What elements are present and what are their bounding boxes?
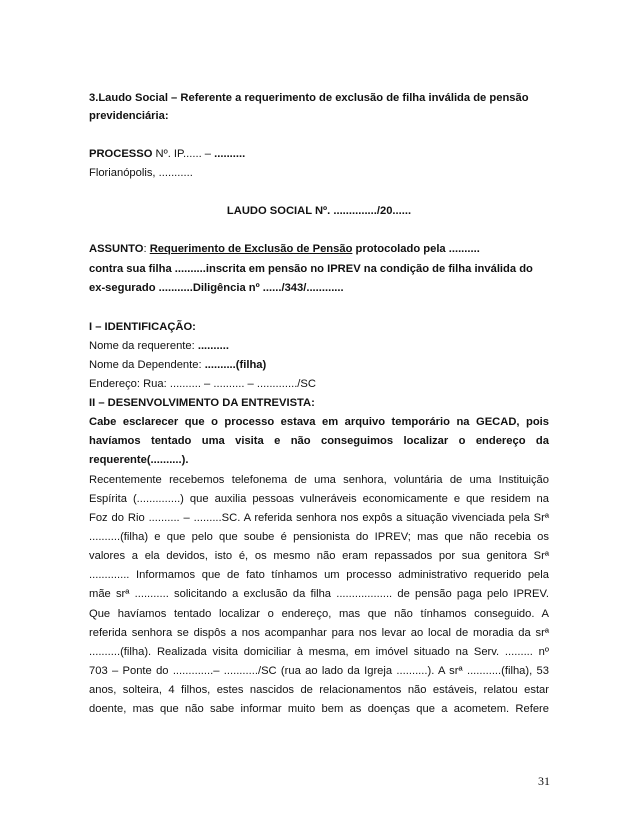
paragraph-bold-line: Cabe esclarecer que o processo estava em arquivo temporário na GECAD, pois — [89, 416, 549, 428]
section-title-continuation: previdenciária: — [89, 110, 169, 122]
assunto-line-2: contra sua filha ..........inscrita em pensão no IPREV na condição de filha inválida do — [89, 263, 533, 275]
paragraph-line: Que havíamos tentado localizar o endereço, mas que não tínhamos conseguido. A — [89, 608, 549, 620]
paragraph-line: ..........(filha) e que pelo que soube é pensionista do IPREV; mas que não recebia os — [89, 531, 549, 543]
city-date: Florianópolis, ........... — [89, 167, 193, 179]
desenvolvimento-heading: II – DESENVOLVIMENTO DA ENTREVISTA: — [89, 397, 315, 409]
requerente-line — [89, 339, 549, 353]
assunto-line-1 — [89, 242, 549, 256]
assunto-label: ASSUNTO — [89, 243, 144, 255]
paragraph-line: ..........(filha). Realizada visita domiciliar à mesma, em imóvel situado na Serv. ......... nº — [89, 646, 549, 658]
paragraph-line: referida senhora se dispôs a nos acompanhar para nos levar ao local de moradia da srª — [89, 627, 549, 639]
assunto-protocol: protocolado pela .......... — [352, 243, 480, 255]
identificacao-heading: I – IDENTIFICAÇÃO: — [89, 321, 196, 333]
processo-number: Nº. IP...... – — [152, 148, 215, 160]
dependente-label: Nome da Dependente: — [89, 359, 205, 371]
dependente-line — [89, 358, 549, 372]
assunto-subject: Requerimento de Exclusão de Pensão — [149, 243, 353, 255]
paragraph-line: anos, solteira, 4 filhos, estes nascidos de relacionamentos não estáveis, relatou estar — [89, 684, 549, 696]
paragraph-line: Recentemente recebemos telefonema de uma senhora, voluntária de uma Instituição — [89, 474, 549, 486]
requerente-value: .......... — [197, 340, 229, 352]
section-title: 3.Laudo Social – Referente a requerimento de exclusão de filha inválida de pensão — [89, 92, 529, 104]
assunto-line-3: ex-segurado ...........Diligência nº ....../343/............ — [89, 282, 344, 294]
assunto-colon: : — [143, 243, 150, 255]
paragraph-line: doente, mas que não sabe informar muito bem as doenças que a acometem. Refere — [89, 703, 549, 715]
dependente-value: ..........(filha) — [204, 359, 267, 371]
processo-label: PROCESSO — [89, 148, 153, 160]
paragraph-line: mãe srª ........... solicitando a exclusão da filha .................. de pensão paga pelo IPREV. — [89, 588, 549, 600]
laudo-title: LAUDO SOCIAL Nº. ............../20...... — [226, 205, 412, 217]
requerente-label: Nome da requerente: — [89, 340, 198, 352]
paragraph-line: Espírita (..............) que auxilia pessoas vulneráveis economicamente e que residem na — [89, 493, 549, 505]
page-number: 31 — [538, 774, 550, 788]
paragraph-bold-line: havíamos tentado uma visita e não conseguimos localizar o endereço da — [89, 435, 549, 447]
paragraph-bold-line: requerente(..........). — [89, 454, 189, 466]
paragraph-line: valores a ela devidos, isto é, os mesmo não eram repassados por sua genitora Srª — [89, 550, 549, 562]
paragraph-line: ............. Informamos que de fato tínhamos um processo administrativo requerido pela — [89, 569, 549, 581]
paragraph-line: Foz do Rio .......... – .........SC. A referida senhora nos expôs a situação vivenciada pela Srª — [89, 512, 549, 524]
paragraph-line: 703 – Ponte do .............– .........../SC (rua ao lado da Igreja ..........). A srª ...........(filha), 53 — [89, 665, 549, 677]
processo-dots: .......... — [214, 148, 246, 160]
endereco-line: Endereço: Rua: .......... – .......... – ............./SC — [89, 378, 316, 390]
processo-line — [89, 147, 549, 161]
